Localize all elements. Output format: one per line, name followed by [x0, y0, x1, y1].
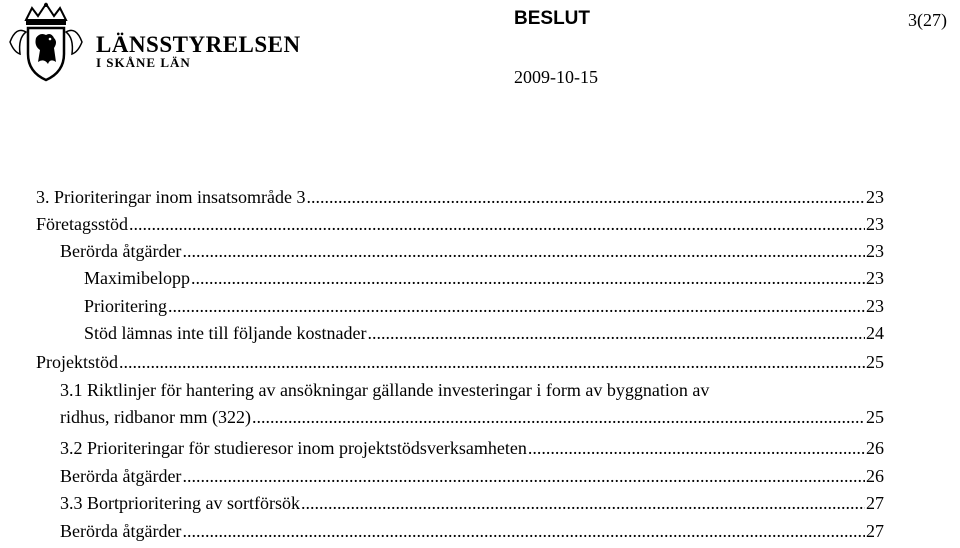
toc-entry-title: ridhus, ridbanor mm (322): [60, 407, 251, 427]
toc-leader-dots: [182, 239, 865, 263]
toc-entry[interactable]: [60, 464, 884, 488]
organization-subtitle: I SKÅNE LÄN: [96, 55, 191, 70]
document-type: BESLUT: [514, 8, 590, 29]
toc-entry-title: 3.2 Prioriteringar för studieresor inom projektstödsverksamheten: [60, 438, 527, 458]
toc-entry-title: 3. Prioriteringar inom insatsområde 3: [36, 187, 306, 207]
toc-entry[interactable]: [36, 350, 884, 374]
toc-leader-dots: [129, 212, 865, 236]
coat-of-arms-icon: [4, 2, 88, 86]
toc-entry-page: 25: [866, 407, 884, 427]
toc-entry[interactable]: [60, 519, 884, 543]
page-number: 3(27): [908, 10, 947, 30]
toc-entry-page: 24: [866, 323, 884, 343]
toc-entry-page: 23: [866, 214, 884, 234]
toc-entry-page: 26: [866, 466, 884, 486]
toc-entry-title: Företagsstöd: [36, 214, 128, 234]
toc-entry[interactable]: [36, 185, 884, 209]
toc-entry[interactable]: [84, 321, 884, 345]
toc-leader-dots: [306, 185, 865, 209]
toc-entry-title-line1[interactable]: 3.1 Riktlinjer för hantering av ansökningar gällande investeringar i form av byggnation av: [60, 380, 710, 400]
toc-leader-dots: [301, 491, 865, 515]
toc-entry-title: Berörda åtgärder: [60, 241, 182, 261]
document-date: 2009-10-15: [514, 67, 598, 87]
toc-entry[interactable]: [84, 266, 884, 290]
toc-entry-title: Berörda åtgärder: [60, 466, 182, 486]
toc-entry[interactable]: [84, 294, 884, 318]
toc-leader-dots: [182, 519, 865, 543]
toc-entry-title: Prioritering: [84, 296, 167, 316]
toc-entry-title: Stöd lämnas inte till följande kostnader: [84, 323, 367, 343]
toc-leader-dots: [168, 294, 865, 318]
toc-entry-title: Maximibelopp: [84, 268, 190, 288]
toc-entry-title: Berörda åtgärder: [60, 521, 182, 541]
toc-entry-title: 3.3 Bortprioritering av sortförsök: [60, 493, 300, 513]
toc-entry-title: Projektstöd: [36, 352, 119, 372]
toc-entry-page: 23: [866, 187, 884, 207]
toc-entry-page: 27: [866, 521, 884, 541]
toc-entry[interactable]: [60, 491, 884, 515]
toc-leader-dots: [119, 350, 865, 374]
toc-entry[interactable]: [36, 212, 884, 236]
toc-leader-dots: [252, 405, 865, 429]
toc-entry-page: 23: [866, 241, 884, 261]
toc-entry[interactable]: [60, 239, 884, 263]
toc-leader-dots: [182, 464, 865, 488]
toc-leader-dots: [528, 436, 865, 460]
toc-entry-page: 27: [866, 493, 884, 513]
toc-leader-dots: [191, 266, 865, 290]
organization-name: LÄNSSTYRELSEN: [96, 32, 301, 57]
toc-entry[interactable]: [60, 436, 884, 460]
toc-entry-page: 23: [866, 296, 884, 316]
header-logo: [0, 0, 360, 90]
toc-entry-page: 25: [866, 352, 884, 372]
toc-entry-page: 26: [866, 438, 884, 458]
toc-entry[interactable]: [60, 405, 884, 429]
toc-leader-dots: [367, 321, 865, 345]
toc-entry-page: 23: [866, 268, 884, 288]
